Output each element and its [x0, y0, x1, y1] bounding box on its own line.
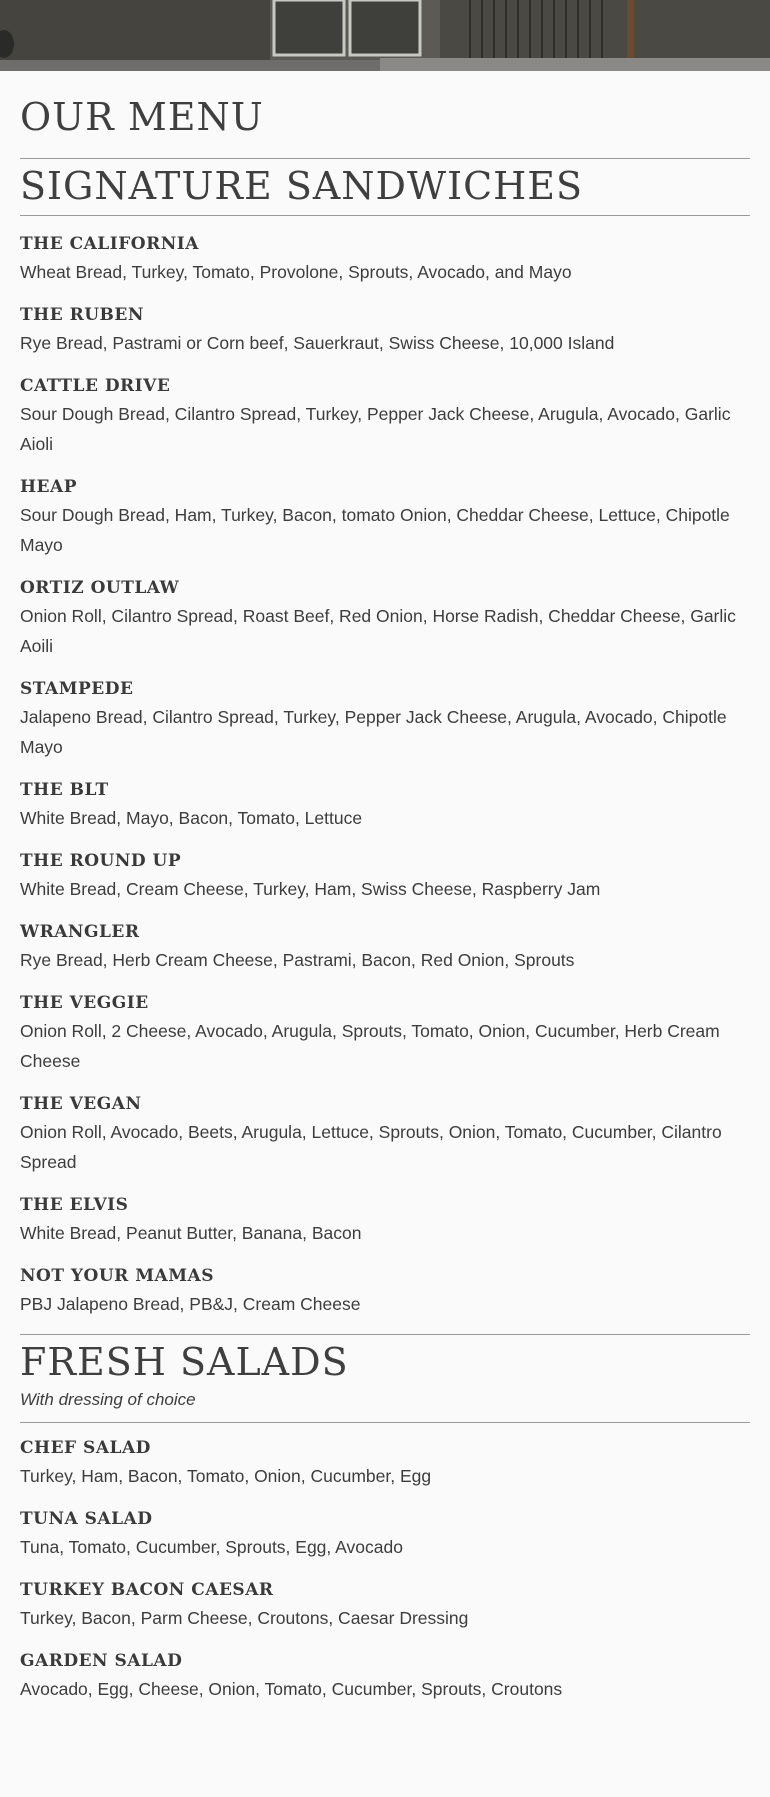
item-description: Jalapeno Bread, Cilantro Spread, Turkey, Pepper Jack Cheese, Arugula, Avocado, Chipotle Mayo	[20, 707, 727, 757]
item-name: THE RUBEN	[20, 305, 144, 325]
menu-item	[20, 302, 750, 358]
item-name: TUNA SALAD	[20, 1509, 153, 1529]
item-name: THE VEGAN	[20, 1094, 142, 1114]
menu-item	[20, 1192, 750, 1248]
page-title: OUR MENU	[20, 95, 264, 139]
item-description: Tuna, Tomato, Cucumber, Sprouts, Egg, Avocado	[20, 1537, 403, 1557]
item-description: Turkey, Ham, Bacon, Tomato, Onion, Cucumber, Egg	[20, 1466, 432, 1486]
hero-image	[0, 0, 770, 71]
item-name: CATTLE DRIVE	[20, 376, 171, 396]
item-description: Onion Roll, Cilantro Spread, Roast Beef, Red Onion, Horse Radish, Cheddar Cheese, Garlic Aoili	[20, 606, 736, 656]
storefront-photo	[0, 0, 770, 71]
item-description: Sour Dough Bread, Ham, Turkey, Bacon, tomato Onion, Cheddar Cheese, Lettuce, Chipotle Mayo	[20, 505, 730, 555]
section-title-salads: FRESH SALADS	[20, 1340, 349, 1384]
item-description: Onion Roll, 2 Cheese, Avocado, Arugula, Sprouts, Tomato, Onion, Cucumber, Herb Cream Cheese	[20, 1021, 720, 1071]
menu-item	[20, 474, 750, 560]
section-divider	[20, 215, 750, 216]
section-divider	[20, 1334, 750, 1335]
menu-item	[20, 231, 750, 287]
menu-item	[20, 1577, 750, 1633]
item-description: PBJ Jalapeno Bread, PB&J, Cream Cheese	[20, 1294, 361, 1314]
menu-item	[20, 777, 750, 833]
menu-item	[20, 919, 750, 975]
sandwiches-section	[20, 158, 750, 1319]
item-name: STAMPEDE	[20, 679, 134, 699]
item-description: Turkey, Bacon, Parm Cheese, Croutons, Caesar Dressing	[20, 1608, 469, 1628]
menu-item	[20, 676, 750, 762]
item-name: THE BLT	[20, 780, 109, 800]
item-description: Sour Dough Bread, Cilantro Spread, Turkey, Pepper Jack Cheese, Arugula, Avocado, Garlic Aioli	[20, 404, 731, 454]
menu-item	[20, 1648, 750, 1704]
section-divider	[20, 158, 750, 159]
item-description: Avocado, Egg, Cheese, Onion, Tomato, Cucumber, Sprouts, Croutons	[20, 1679, 563, 1699]
menu-item	[20, 990, 750, 1076]
menu-content	[0, 95, 770, 1704]
item-name: THE CALIFORNIA	[20, 234, 199, 254]
item-name: TURKEY BACON CAESAR	[20, 1580, 274, 1600]
menu-item	[20, 373, 750, 459]
item-name: THE ROUND UP	[20, 851, 182, 871]
item-description: White Bread, Peanut Butter, Banana, Bacon	[20, 1223, 362, 1243]
item-name: THE ELVIS	[20, 1195, 129, 1215]
section-divider	[20, 1422, 750, 1423]
item-description: Wheat Bread, Turkey, Tomato, Provolone, Sprouts, Avocado, and Mayo	[20, 262, 572, 282]
item-name: GARDEN SALAD	[20, 1651, 183, 1671]
menu-item	[20, 848, 750, 904]
item-description: Onion Roll, Avocado, Beets, Arugula, Lettuce, Sprouts, Onion, Tomato, Cucumber, Cilantro Spread	[20, 1122, 722, 1172]
section-title-sandwiches: SIGNATURE SANDWICHES	[20, 164, 584, 208]
item-name: WRANGLER	[20, 922, 140, 942]
item-name: THE VEGGIE	[20, 993, 149, 1013]
item-description: White Bread, Cream Cheese, Turkey, Ham, Swiss Cheese, Raspberry Jam	[20, 879, 601, 899]
item-description: White Bread, Mayo, Bacon, Tomato, Lettuce	[20, 808, 363, 828]
item-name: CHEF SALAD	[20, 1438, 151, 1458]
item-name: HEAP	[20, 477, 77, 497]
item-name: NOT YOUR MAMAS	[20, 1266, 215, 1286]
salads-section	[20, 1334, 750, 1704]
item-description: Rye Bread, Pastrami or Corn beef, Sauerkraut, Swiss Cheese, 10,000 Island	[20, 333, 615, 353]
menu-item	[20, 1506, 750, 1562]
menu-item	[20, 1263, 750, 1319]
item-name: ORTIZ OUTLAW	[20, 578, 180, 598]
menu-item	[20, 1435, 750, 1491]
item-description: Rye Bread, Herb Cream Cheese, Pastrami, Bacon, Red Onion, Sprouts	[20, 950, 575, 970]
menu-item	[20, 575, 750, 661]
menu-item	[20, 1091, 750, 1177]
section-subtitle: With dressing of choice	[20, 1390, 196, 1409]
